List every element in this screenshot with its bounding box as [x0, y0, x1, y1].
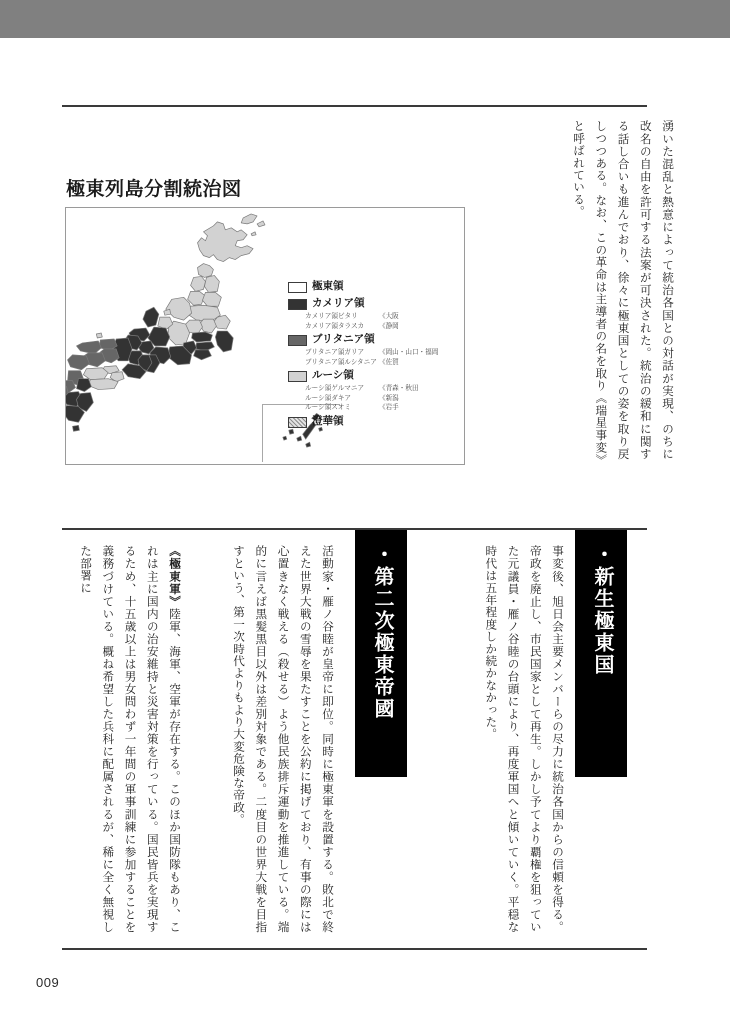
- legend-row: [288, 369, 464, 384]
- legend-row: [288, 297, 464, 312]
- legend-group-rus: [288, 369, 464, 413]
- region-yamaguchi: [68, 355, 90, 370]
- region-miyagi: [202, 292, 221, 306]
- legend-label-rus: ルーシ領: [312, 370, 354, 382]
- legend-label-sumika: 澄華領: [312, 416, 344, 428]
- region-shimane: [76, 341, 101, 354]
- section-heading-shinsei-kyokutokoku: [575, 530, 627, 777]
- region-ehime: [83, 368, 108, 380]
- region-hokkaido: [198, 222, 254, 262]
- legend-group-britannia: [288, 333, 464, 367]
- legend-swatch-rus: [288, 371, 307, 382]
- region-chiba: [215, 331, 233, 352]
- region-fukushima: [188, 305, 221, 321]
- legend-sublist-camellia: [288, 312, 464, 331]
- region-hokkaido-islet-1: [257, 221, 265, 227]
- legend-subitem-name: カメリア領タラスカ: [305, 322, 365, 330]
- region-niigata: [166, 297, 192, 320]
- legend-subitem-name: カメリア領ビタリ: [305, 313, 358, 320]
- legend-subitem-area: 《静岡: [379, 322, 399, 330]
- subsection-heading: 《極東軍》: [168, 545, 181, 608]
- divider-bottom: [62, 948, 647, 950]
- legend-subitem-name: ブリタニア領ルシタニア: [305, 358, 377, 366]
- legend-subitem-name: ブリタニア領ガリア: [305, 349, 365, 357]
- region-kagoshima-islet: [73, 425, 80, 431]
- legend-swatch-camellia: [288, 299, 307, 310]
- legend-subitem-area: 《岩手: [379, 404, 399, 412]
- subsection-body: 陸軍、海軍、空軍が存在する。このほか国防隊もあり、これは主に国内の治安維持と災害対策を行っている。国民皆兵を実現するため、十五歳以上は男女問わず一年間の軍事訓練に参加することを義務づけている。概ね希望した兵科に配属されるが、稀に全く無視した部署に: [79, 545, 181, 934]
- section-heading-label: ・第二次極東帝國: [371, 544, 393, 720]
- legend-subitem: [305, 403, 464, 413]
- legend-group-sumika: [288, 415, 464, 430]
- region-oita: [76, 379, 91, 392]
- legend-subitem: [305, 348, 464, 358]
- region-hokkaido-islet-2: [251, 232, 256, 236]
- section-body-dainiji-kyokuto-teikoku: 活動家・雁ノ谷睦が皇帝に即位。同時に極東軍を設置する。敗北で終えた世界大戦の雪辱を果たすことを公約に掲げており、有事の際には心置きなく戦える（殺せる）よう他民族排斥運動を推進している。端的に言えば黒髪黒目以外は差別対象である。二度目の世界大戦を目指すという、第一次時代よりもより大変危険な帝政。: [232, 545, 334, 933]
- legend-subitem-area: 《佐賀: [379, 358, 399, 366]
- island-oki: [96, 333, 102, 338]
- region-ishikawa: [143, 307, 159, 327]
- legend-row: [288, 415, 464, 430]
- legend-swatch-kyokuto: [288, 282, 307, 293]
- legend-subitem: [305, 384, 464, 394]
- region-yamagata: [188, 291, 205, 305]
- legend-sublist-rus: [288, 384, 464, 413]
- legend-row: [288, 333, 464, 348]
- legend-swatch-sumika: [288, 417, 307, 428]
- legend-subitem-name: ルーシ領ダキア: [305, 394, 352, 402]
- legend-subitem-area: 《大阪: [379, 313, 399, 320]
- legend-subitem-area: 《青森・秋田: [379, 385, 419, 393]
- subsection-kyokutogun: [55, 545, 185, 933]
- section-heading-label: ・新生極東国: [591, 544, 613, 676]
- legend-subitem: [305, 394, 464, 404]
- intro-paragraph: 湧いた混乱と熱意によって統治各国との対話が実現、のちに改名の自由を許可する法案が可決された。統治の緩和に関する話し合いも進んでおり、徐々に極東国としての姿を取り戻しつつある。なお、この革命は主導者の名を取り《瑞星事変》と呼ばれている。: [572, 120, 674, 460]
- region-kanagawa: [194, 350, 212, 360]
- region-saitama: [192, 332, 213, 342]
- legend-label-kyokuto: 極東領: [312, 281, 344, 293]
- legend-sublist-britannia: [288, 348, 464, 367]
- region-iwate: [204, 275, 219, 292]
- legend-subitem: [305, 358, 464, 368]
- region-hokkaido-tail: [241, 214, 257, 224]
- legend-subitem-area: 《新潟: [379, 394, 399, 402]
- legend-swatch-britannia: [288, 335, 307, 346]
- legend-subitem-area: 《岡山・山口・福岡: [379, 349, 439, 357]
- legend-label-britannia: ブリタニア領: [312, 334, 375, 346]
- figure-title: 極東列島分割統治図: [66, 179, 242, 200]
- legend-subitem-name: ルーシ領ゲルマニア: [305, 385, 365, 393]
- legend-subitem: [305, 322, 464, 332]
- legend-group-kyokuto: [288, 280, 464, 295]
- legend-subitem-name: ルーシ領スオミ: [305, 404, 352, 412]
- section-body-shinsei-kyokutokoku: 事変後、旭日会主要メンバーらの尽力に統治各国からの信頼を得る。帝政を廃止し、市民国家として再生。しかし予てより覇権を狙っていた元議員・雁ノ谷睦の台頭により、再度軍国へと傾いていく。平穏な時代は五年程度しか続かなかった。: [484, 545, 564, 933]
- region-kochi: [88, 379, 118, 390]
- legend-subitem: [305, 312, 464, 322]
- page-number: 009: [36, 975, 60, 990]
- header-band: [0, 0, 730, 38]
- region-aomori: [198, 264, 214, 278]
- divider-top: [62, 105, 647, 107]
- legend-group-camellia: [288, 297, 464, 331]
- map-legend: [288, 280, 464, 432]
- island-sado: [164, 309, 171, 315]
- region-akita: [191, 276, 206, 291]
- legend-label-camellia: カメリア領: [312, 298, 365, 310]
- map-figure: [65, 207, 465, 465]
- legend-row: [288, 280, 464, 295]
